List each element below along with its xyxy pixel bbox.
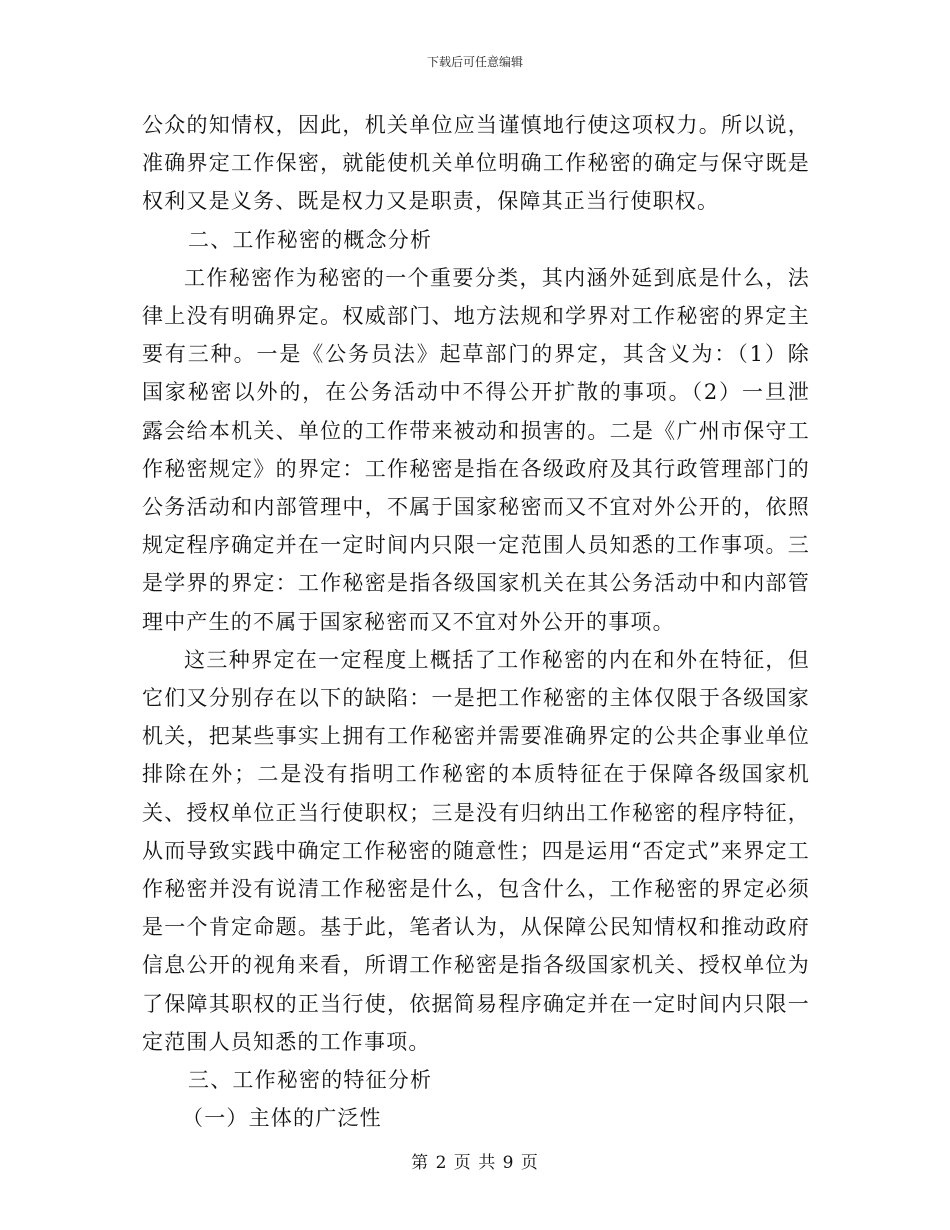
document-body: [142, 106, 810, 1137]
paragraph-continued: 公众的知情权，因此，机关单位应当谨慎地行使这项权力。所以说，准确界定工作保密，就能使机关单位明确工作秘密的确定与保守既是权利又是义务、既是权力又是职责，保障其正当行使职权。: [142, 113, 810, 214]
paragraph-critique: 这三种界定在一定程度上概括了工作秘密的内在和外在特征，但它们又分别存在以下的缺陷：一是把工作秘密的主体仅限于各级国家机关，把某些事实上拥有工作秘密并需要准确界定的公共企事业单位排除在外；二是没有指明工作秘密的本质特征在于保障各级国家机关、授权单位正当行使职权；三是没有归纳出工作秘密的程序特征，从而导致实践中确定工作秘密的随意性；四是运用“否定式”来界定工作秘密并没有说清工作秘密是什么，包含什么，工作秘密的界定必须是一个肯定命题。基于此，笔者认为，从保障公民知情权和推动政府信息公开的视角来看，所谓工作秘密是指各级国家机关、授权单位为了保障其职权的正当行使，依据简易程序确定并在一定时间内只限一定范围人员知悉的工作事项。: [142, 647, 810, 1054]
paragraph-definitions: 工作秘密作为秘密的一个重要分类，其内涵外延到底是什么，法律上没有明确界定。权威部门、地方法规和学界对工作秘密的界定主要有三种。一是《公务员法》起草部门的界定，其含义为：（1）除国家秘密以外的，在公务活动中不得公开扩散的事项。（2）一旦泄露会给本机关、单位的工作带来被动和损害的。二是《广州市保守工作秘密规定》的界定：工作秘密是指在各级政府及其行政管理部门的公务活动和内部管理中，不属于国家秘密而又不宜对外公开的，依照规定程序确定并在一定时间内只限一定范围人员知悉的工作事项。三是学界的界定：工作秘密是指各级国家机关在其公务活动中和内部管理中产生的不属于国家秘密而又不宜对外公开的事项。: [142, 265, 810, 634]
page-header: 下载后可任意编辑: [426, 55, 523, 69]
section-heading-2: 二、工作秘密的概念分析: [188, 227, 433, 252]
section-heading-3: 三、工作秘密的特征分析: [188, 1068, 433, 1093]
subsection-heading-3-1: （一）主体的广泛性: [182, 1106, 382, 1131]
page-number: 第 2 页 共 9 页: [411, 1153, 539, 1173]
